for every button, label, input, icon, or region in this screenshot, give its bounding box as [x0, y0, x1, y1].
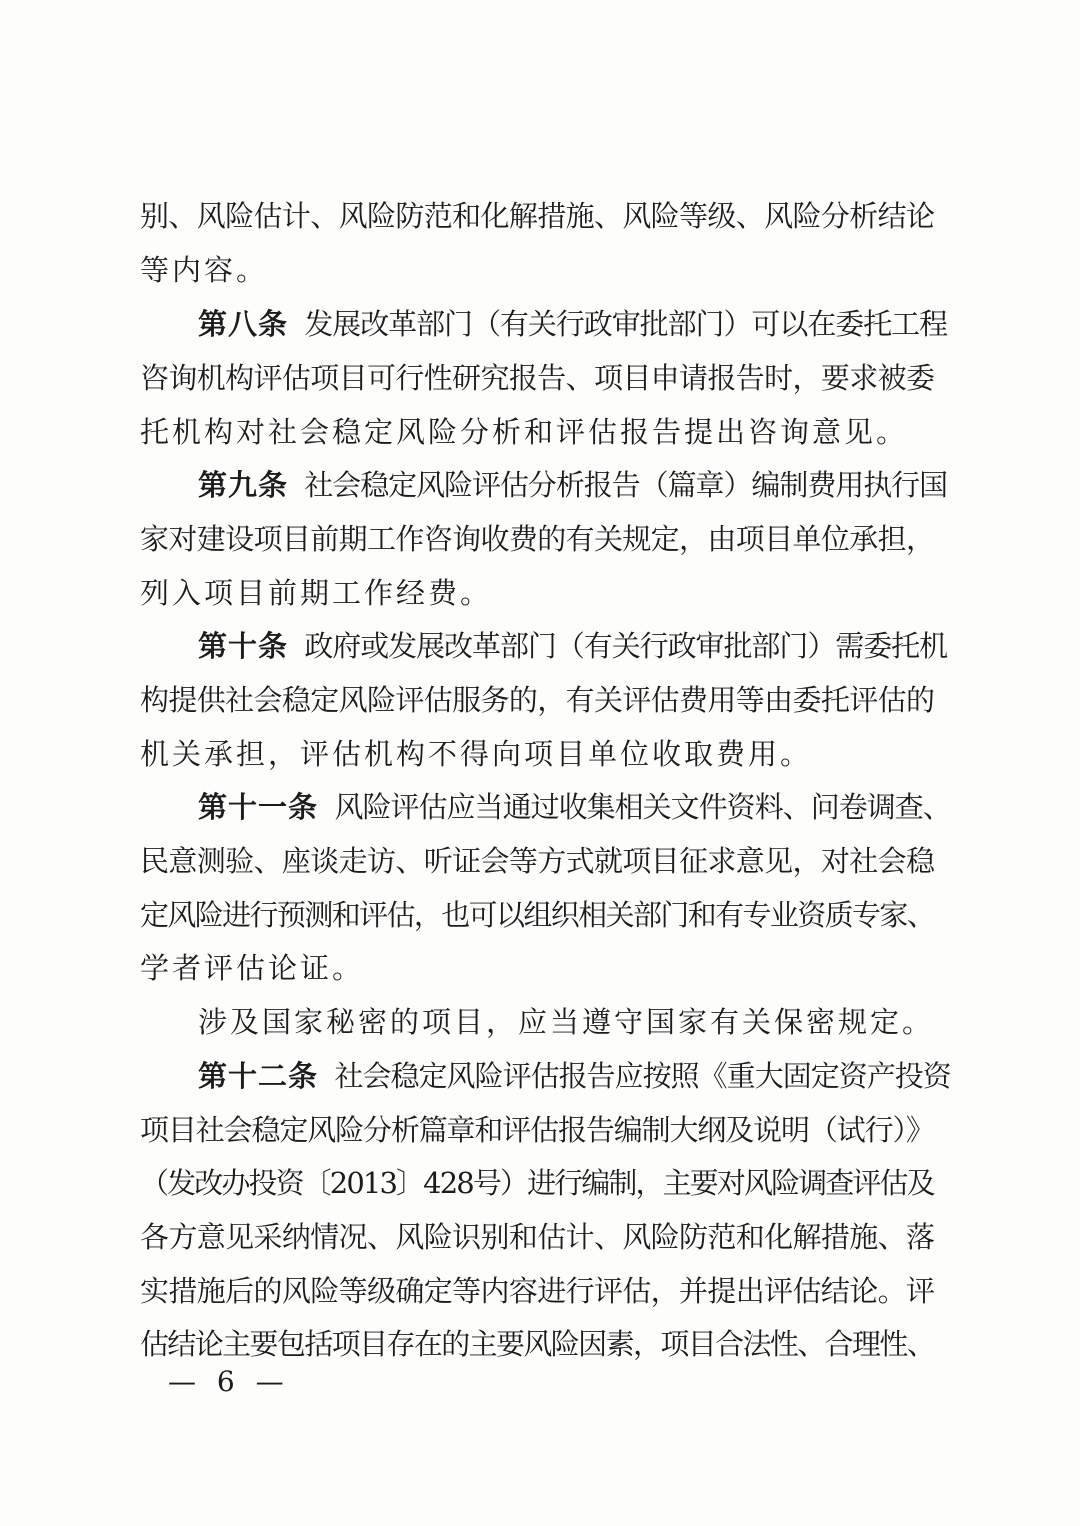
article-text: 政府或发展改革部门（有关行政审批部门）需委托机	[304, 629, 948, 663]
article-text: 社会稳定风险评估报告应按照《重大固定资产投资	[334, 1059, 951, 1093]
text-line: 等内容。	[140, 253, 269, 287]
text-line: 学者评估论证。	[140, 951, 365, 985]
article-text: 社会稳定风险评估分析报告（篇章）编制费用执行国	[304, 468, 948, 502]
text-line: 各方意见采纳情况、风险识别和估计、风险防范和化解措施、落	[140, 1220, 935, 1254]
text-line: 咨询机构评估项目可行性研究报告、项目申请报告时，要求被委	[140, 361, 935, 395]
article-9-line	[198, 465, 948, 505]
article-label: 第十条	[198, 629, 289, 663]
text-line: （发改办投资〔2013〕428号）进行编制，主要对风险调查评估及	[140, 1166, 934, 1200]
article-11-line	[198, 787, 951, 827]
text-line: 民意测验、座谈走访、听证会等方式就项目征求意见，对社会稳	[140, 844, 935, 878]
article-label: 第八条	[198, 307, 289, 341]
text-line: 构提供社会稳定风险评估服务的，有关评估费用等由委托评估的	[140, 683, 935, 717]
text-line: 机关承担，评估机构不得向项目单位收取费用。	[140, 737, 813, 771]
article-label: 第十二条	[198, 1059, 319, 1093]
text-line: 托机构对社会稳定风险分析和评估报告提出咨询意见。	[140, 415, 909, 449]
article-text: 风险评估应当通过收集相关文件资料、问卷调查、	[334, 790, 951, 824]
text-line: 实措施后的风险等级确定等内容进行评估，并提出评估结论。评	[140, 1274, 935, 1308]
article-label: 第九条	[198, 468, 289, 502]
article-10-line	[198, 626, 948, 666]
article-8-line	[198, 304, 948, 344]
text-line: 定风险进行预测和评估，也可以组织相关部门和有专业资质专家、	[140, 898, 935, 932]
text-line: 估结论主要包括项目存在的主要风险因素，项目合法性、合理性、	[140, 1327, 935, 1361]
text-line: 家对建设项目前期工作咨询收费的有关规定，由项目单位承担，	[140, 522, 935, 556]
text-line: 涉及国家秘密的项目，应当遵守国家有关保密规定。	[198, 1005, 935, 1039]
text-line: 列入项目前期工作经费。	[140, 576, 493, 610]
article-label: 第十一条	[198, 790, 319, 824]
page-number: — 6 —	[168, 1365, 290, 1398]
text-line: 别、风险估计、风险防范和化解措施、风险等级、风险分析结论	[140, 199, 935, 233]
article-12-line	[198, 1056, 951, 1096]
text-line: 项目社会稳定风险分析篇章和评估报告编制大纲及说明（试行）》	[140, 1113, 934, 1147]
article-text: 发展改革部门（有关行政审批部门）可以在委托工程	[304, 307, 948, 341]
